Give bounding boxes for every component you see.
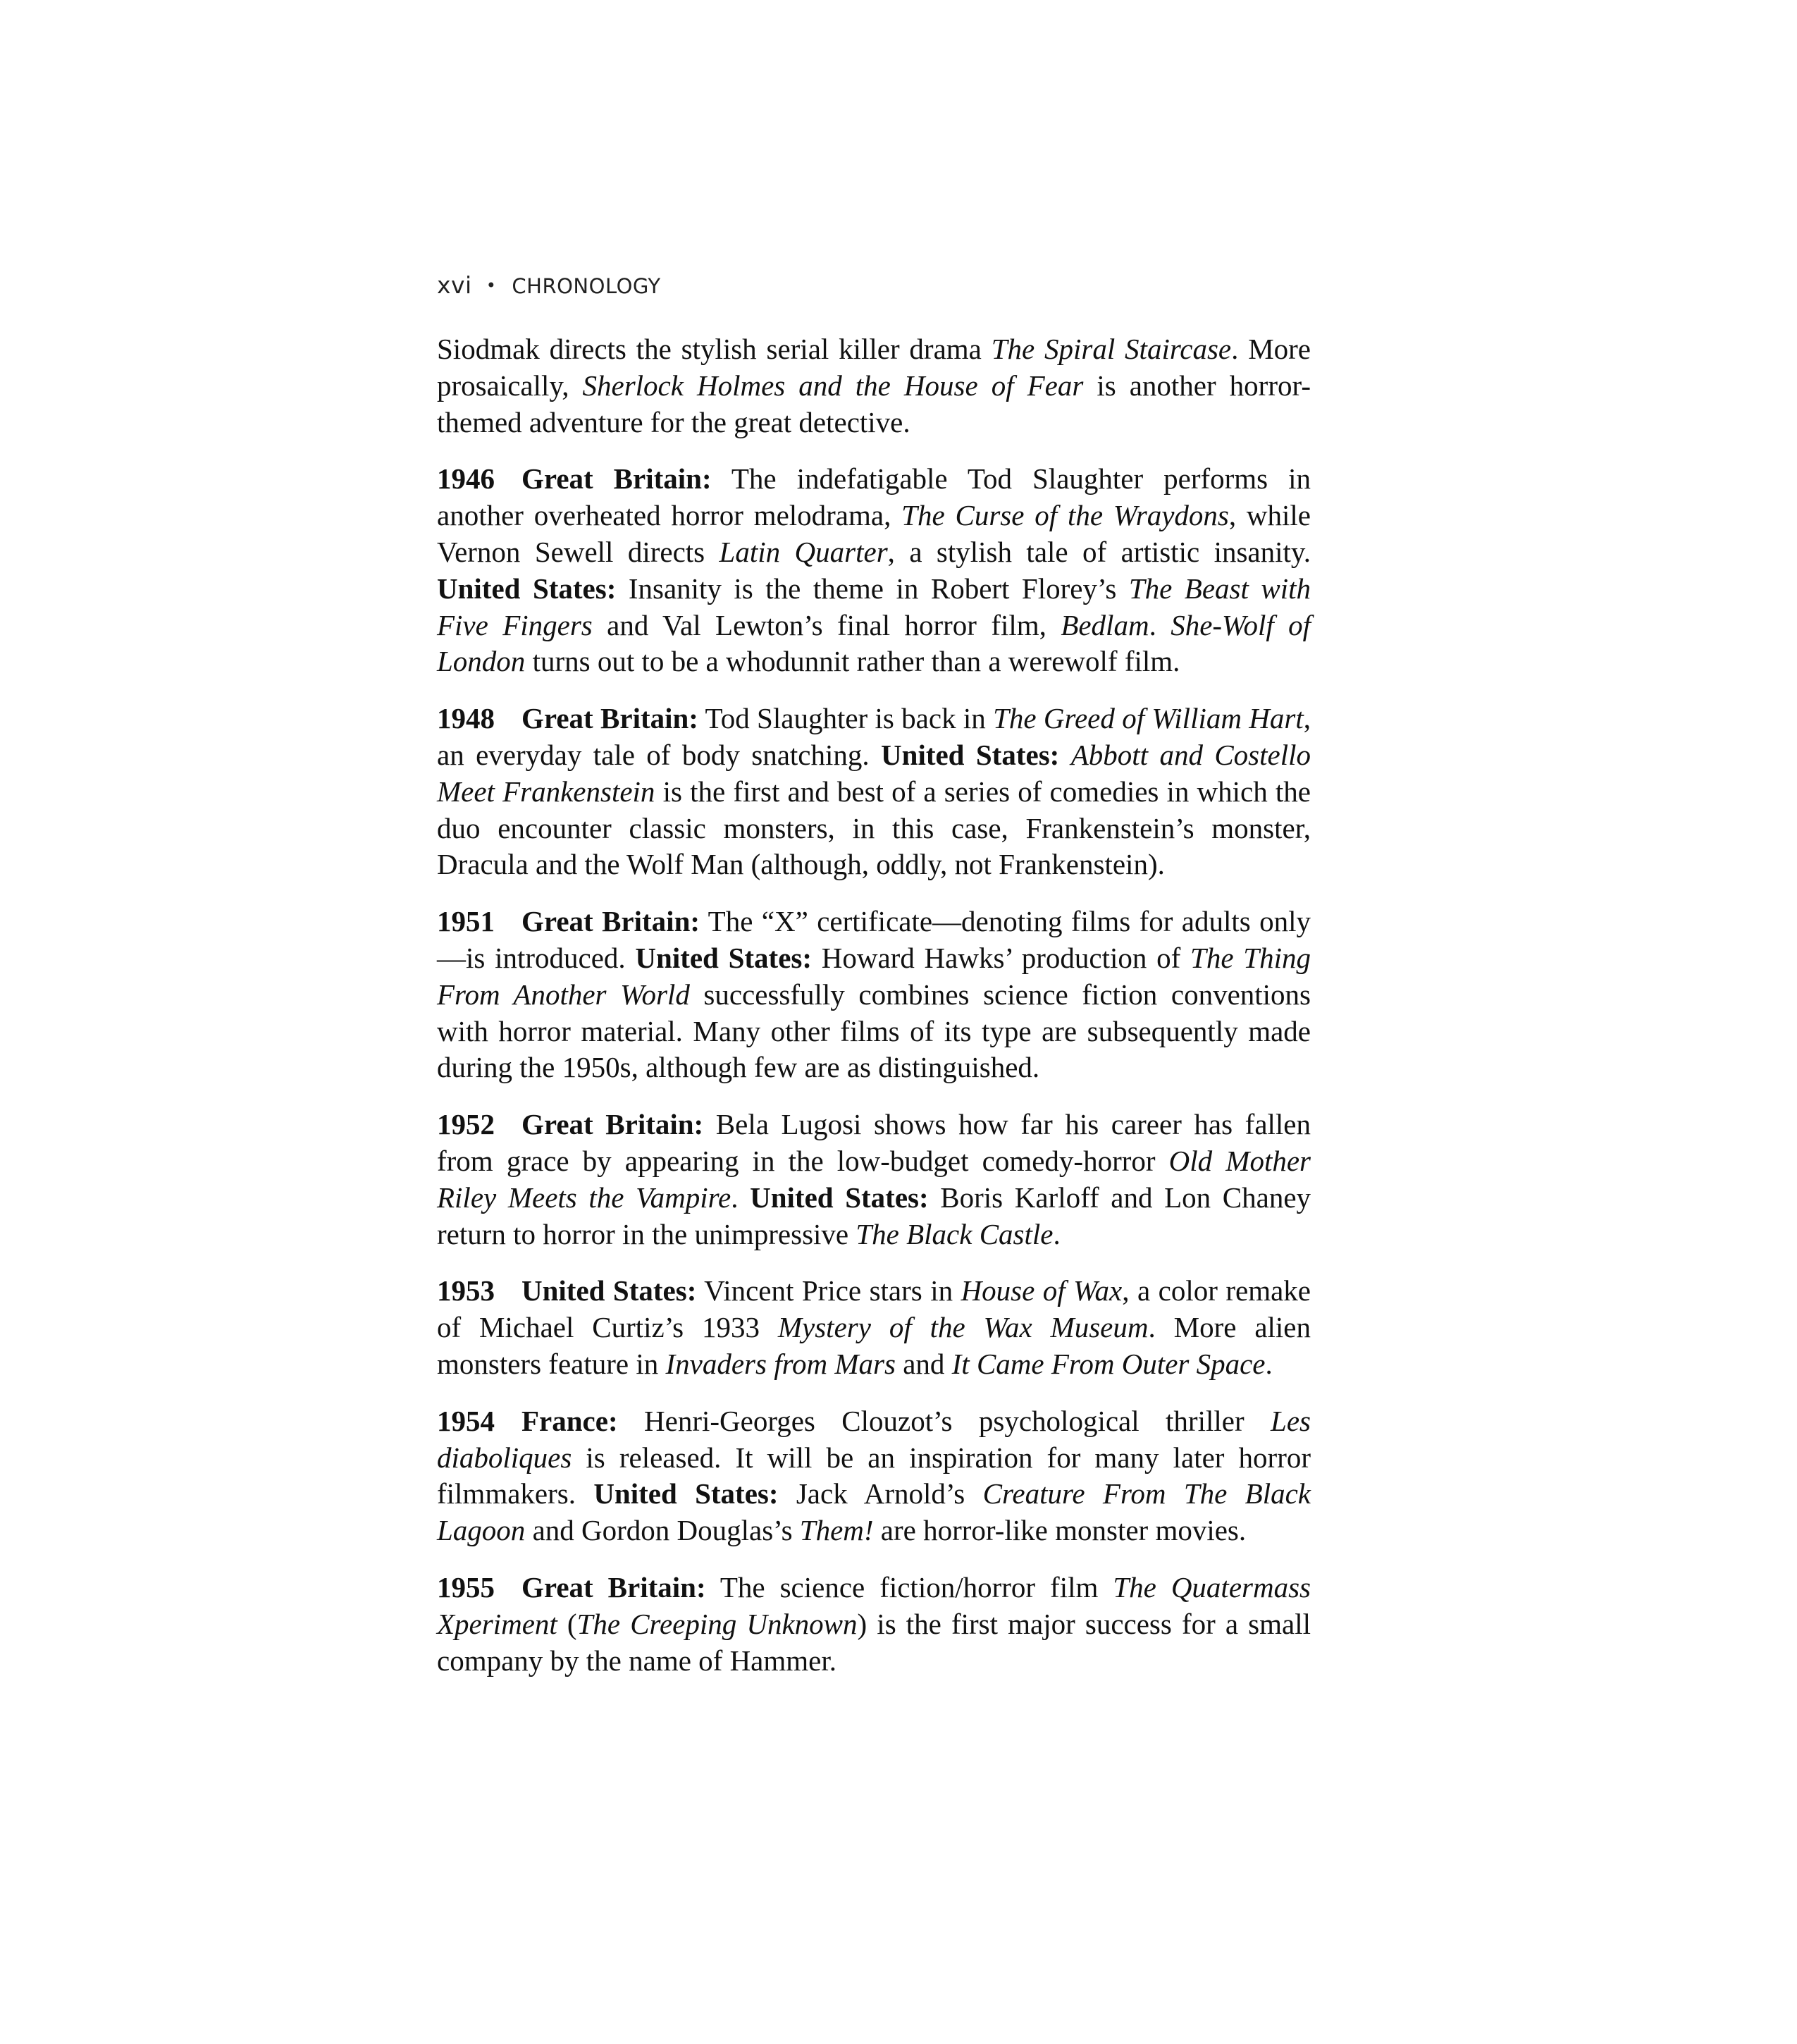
entry-text: , while Vernon Sewell directs xyxy=(437,499,1311,568)
entry-text: Insanity is the theme in Robert Florey’s xyxy=(616,572,1129,605)
entry-year: 1952 xyxy=(437,1108,495,1141)
film-title: The Curse of the Wraydons xyxy=(901,499,1229,532)
film-title: Sherlock Holmes and the House of Fear xyxy=(582,369,1084,402)
film-title: It Came From Outer Space xyxy=(951,1347,1266,1380)
film-title: The Creeping Unknown xyxy=(576,1607,858,1640)
entry-text: , an everyday tale of body snatching. xyxy=(437,702,1311,771)
entry-text: Tod Slaughter is back in xyxy=(698,702,994,735)
entry-text: is the first and best of a series of comedies in which the duo encounter classic monsters, in this case, Frankenstein’s monster, Dracula and the Wolf Man (although, oddly, not Frankenstein). xyxy=(437,775,1311,881)
film-title: House of Wax xyxy=(961,1274,1123,1307)
entry-text: . xyxy=(731,1181,751,1214)
entry-text: . xyxy=(1053,1217,1061,1250)
entry-text: . xyxy=(1149,608,1171,641)
chronology-entry-1951 xyxy=(437,904,1311,1086)
entry-text: is another horror-themed adventure for the great detective. xyxy=(437,369,1311,438)
film-title: Mystery of the Wax Museum xyxy=(777,1311,1149,1344)
film-title: The Spiral Staircase xyxy=(991,333,1232,365)
film-title: Les diaboliques xyxy=(437,1404,1311,1474)
entry-text: Vincent Price stars in xyxy=(696,1274,961,1307)
entry-year: 1953 xyxy=(437,1274,495,1307)
country-label: United States: xyxy=(593,1477,779,1510)
entry-year: 1955 xyxy=(437,1570,495,1603)
entry-text: and Val Lewton’s final horror film, xyxy=(592,608,1061,641)
film-title: The Quatermass Xperiment xyxy=(437,1570,1311,1640)
country-label: France: xyxy=(521,1404,618,1437)
film-title: The Black Castle xyxy=(856,1217,1054,1250)
entry-text: . xyxy=(1265,1347,1273,1380)
entry-text: Howard Hawks’ production of xyxy=(812,941,1191,974)
chronology-entry-continued xyxy=(437,331,1311,441)
entry-year: 1946 xyxy=(437,462,495,495)
film-title: The Greed of William Hart xyxy=(993,702,1304,735)
chronology-entry-1953 xyxy=(437,1273,1311,1382)
chronology-entry-1946 xyxy=(437,461,1311,680)
page-number: xvi xyxy=(437,271,472,299)
country-label: United States: xyxy=(750,1181,929,1214)
entry-text: Siodmak directs the stylish serial killer drama xyxy=(437,333,992,365)
entry-text: Bela Lugosi shows how far his career has fallen from grace by appearing in the low-budget comedy-horror xyxy=(437,1108,1311,1177)
entry-text: and xyxy=(895,1347,952,1380)
entry-text: The indefatigable Tod Slaughter performs in another overheated horror melodrama, xyxy=(437,462,1311,532)
chronology-entry-1954 xyxy=(437,1403,1311,1549)
film-title: Latin Quarter xyxy=(719,535,888,568)
entry-text: Jack Arnold’s xyxy=(778,1477,983,1510)
entry-text: turns out to be a whodunnit rather than a werewolf film. xyxy=(525,645,1180,678)
film-title: Abbott and Costello Meet Frankenstein xyxy=(437,738,1311,808)
entry-text: , a color remake of Michael Curtiz’s 1933 xyxy=(437,1274,1311,1344)
country-label: United States: xyxy=(437,572,617,605)
country-label: Great Britain: xyxy=(521,462,712,495)
country-label: United States: xyxy=(881,738,1060,771)
film-title: She-Wolf of London xyxy=(437,608,1311,678)
country-label: United States: xyxy=(635,941,813,974)
film-title: Bedlam xyxy=(1061,608,1149,641)
entry-text: Henri-Georges Clouzot’s psychological thriller xyxy=(617,1404,1271,1437)
entry-text: are horror-like monster movies. xyxy=(873,1514,1247,1547)
entry-text: . More prosaically, xyxy=(437,333,1311,402)
country-label: Great Britain: xyxy=(521,702,698,735)
film-title: The Beast with Five Fingers xyxy=(437,572,1311,641)
film-title: Old Mother Riley Meets the Vampire xyxy=(437,1144,1311,1214)
chronology-entry-1948 xyxy=(437,701,1311,883)
entry-year: 1948 xyxy=(437,702,495,735)
section-title: CHRONOLOGY xyxy=(512,274,661,298)
running-header xyxy=(437,271,661,299)
film-title: Creature From The Black Lagoon xyxy=(437,1477,1311,1547)
film-title: Invaders from Mars xyxy=(665,1347,896,1380)
entry-text xyxy=(1059,739,1070,771)
entry-year: 1951 xyxy=(437,905,495,938)
entry-year: 1954 xyxy=(437,1404,495,1437)
chronology-entry-1955 xyxy=(437,1570,1311,1679)
entry-text: is released. It will be an inspiration for many later horror filmmakers. xyxy=(437,1441,1311,1510)
chronology-entry-1952 xyxy=(437,1107,1311,1252)
entry-text: ( xyxy=(557,1607,577,1640)
country-label: Great Britain: xyxy=(521,905,700,938)
country-label: United States: xyxy=(521,1274,697,1307)
film-title: Them! xyxy=(799,1514,874,1547)
entry-text: Boris Karloff and Lon Chaney return to horror in the unimpressive xyxy=(437,1181,1311,1250)
country-label: Great Britain: xyxy=(521,1108,704,1141)
entry-text: and Gordon Douglas’s xyxy=(525,1514,800,1547)
entry-text: ) is the first major success for a small company by the name of Hammer. xyxy=(437,1607,1311,1677)
film-title: The Thing From Another World xyxy=(437,941,1311,1011)
entry-text: successfully combines science fiction conventions with horror material. Many other films of its type are subsequently made during the 1950s, although few are as distinguished. xyxy=(437,978,1311,1084)
entry-text: , a stylish tale of artistic insanity. xyxy=(887,535,1311,568)
country-label: Great Britain: xyxy=(521,1570,706,1603)
entry-text: The science fiction/horror film xyxy=(705,1570,1113,1603)
bullet-separator: • xyxy=(486,276,497,295)
chronology-text xyxy=(437,331,1311,1699)
entry-text: The “X” certificate—denoting films for adults only—is introduced. xyxy=(437,905,1311,974)
entry-text: . More alien monsters feature in xyxy=(437,1311,1311,1380)
